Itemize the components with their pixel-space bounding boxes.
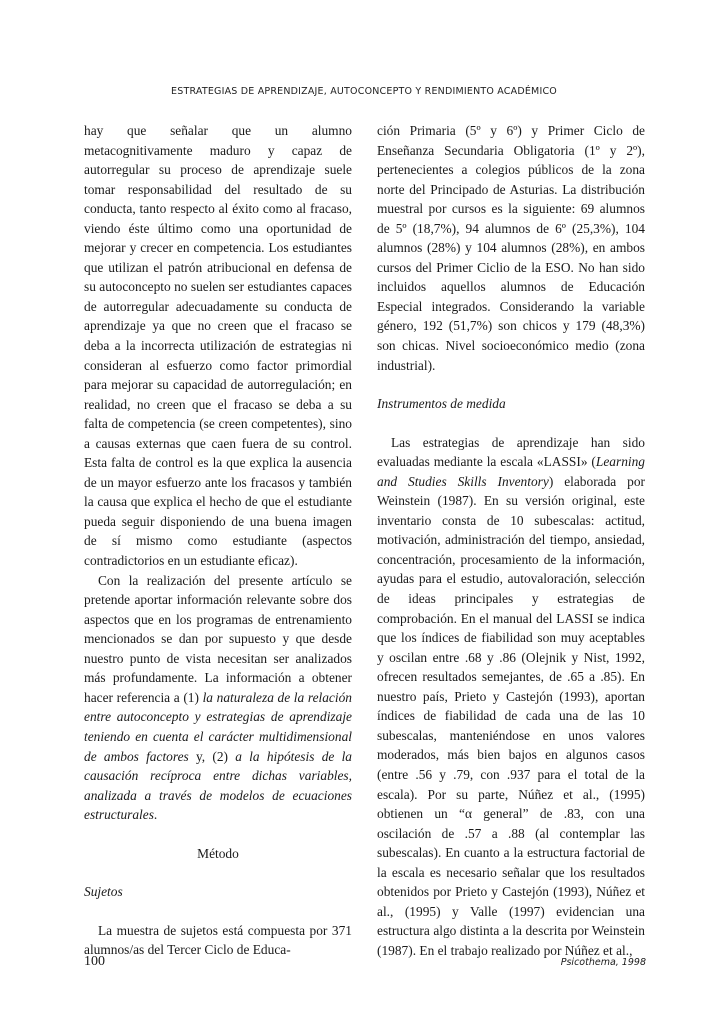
subsection-heading: Instrumentos de medida — [377, 396, 506, 412]
body-paragraph: Con la realización del presente artículo se pretende aportar información relevante sobre dos aspectos que en los programas de entrenamiento mencionados se dan por supuesto y que desde nuestro punto de vista necesitan ser analizados más profundamente. La información a obtener hacer referencia a (1) la naturaleza de la relación entre autoconcepto y estrategias de aprendizaje teniendo en cuenta el carácter multidimensional de ambos factores y, (2) a la hipótesis de la causación recíproca entre dichas variables, analizada a través de modelos de ecuaciones estructurales. — [84, 572, 352, 823]
left-column — [84, 121, 352, 960]
section-heading: Método — [197, 845, 239, 861]
body-paragraph: La muestra de sujetos está compuesta por 371 alumnos/as del Tercer Ciclo de Educa- — [84, 922, 352, 958]
running-head: ESTRATEGIAS DE APRENDIZAJE, AUTOCONCEPTO Y RENDIMIENTO ACADÉMICO — [171, 86, 557, 97]
subsection-heading: Sujetos — [84, 884, 123, 900]
body-paragraph: ción Primaria (5º y 6º) y Primer Ciclo de Enseñanza Secundaria Obligatoria (1º y 2º), pertenecientes a colegios públicos de la zona norte del Principado de Asturias. La distribución muestral por cursos es la siguiente: 69 alumnos de 5º (18,7%), 94 alumnos de 6º (25,3%), 104 alumnos (28%) y 104 alumnos (28%), en ambos cursos del Primer Ciclio de la ESO. No han sido incluidos aquellos alumnos de Educación Especial integrados. Considerando la variable género, 192 (51,7%) son chicos y 179 (48,3%) son chicas. Nivel socioeconómico medio (zona industrial). — [377, 123, 645, 373]
journal-name: Psicothema, 1998 — [560, 957, 646, 968]
page-number: 100 — [84, 954, 105, 969]
body-paragraph: hay que señalar que un alumno metacognitivamente maduro y capaz de autorregular su proceso de aprendizaje suele tomar responsabilidad del resultado de su conducta, tanto respecto al éxito como al fracaso, viendo éste último como una oportunidad de mejorar y crecer en competencia. Los estudiantes que utilizan el patrón atribucional en defensa de su autoconcepto no suelen ser estudiantes capaces de autorregular adecuadamente su conducta de aprendizaje ya que no creen que el fracaso se deba a la incorrecta utilización de estrategias ni consideran al esfuerzo como factor primordial para mejorar su capacidad de autorregulación; en realidad, no creen que el fracaso se deba a su falta de competencia (se creen competentes), sino a causas externas que caen fuera de su control. Esta falta de control es la que explica la ausencia de un mayor esfuerzo ante los fracasos y también la causa que explica el hecho de que el estudiante pueda seguir disponiendo de una buena imagen de sí mismo como estudiante (aspectos contradictorios en un estudiante eficaz). — [84, 123, 352, 569]
body-paragraph: Las estrategias de aprendizaje han sido evaluadas mediante la escala «LASSI» (Learning and Studies Skills Inventory) elaborada por Weinstein (1987). En su versión original, este inventario consta de 10 subescalas: actitud, motivación, administración del tiempo, ansiedad, concentración, procesamiento de la información, ayudas para el estudio, autovaloración, selección de ideas principales y estrategias de comprobación. En el manual del LASSI se indica que los índices de fiabilidad son muy aceptables y oscilan entre .68 y .86 (Olejnik y Nist, 1992, ofrecen resultados semejantes, de .65 a .85). En nuestro país, Prieto y Castejón (1993), aportan índices de fiabilidad de cada una de las 10 subescalas, manteniéndose en unos valores moderados, más bien bajos en algunos casos (entre .56 y .79, con .937 para el total de la escala). Por su parte, Núñez et al., (1995) obtienen un “α general” de .83, con una oscilación de .57 a .88 (al contemplar las subescalas). En cuanto a la estructura factorial de la escala es necesario señalar que los resultados obtenidos por Prieto y Castejón (1993), Núñez et al., (1995) y Valle (1997) evidencian una estructura algo distinta a la descrita por Weinstein (1987). En el trabajo realizado por Núñez et al., — [377, 434, 645, 958]
right-column — [377, 121, 645, 960]
